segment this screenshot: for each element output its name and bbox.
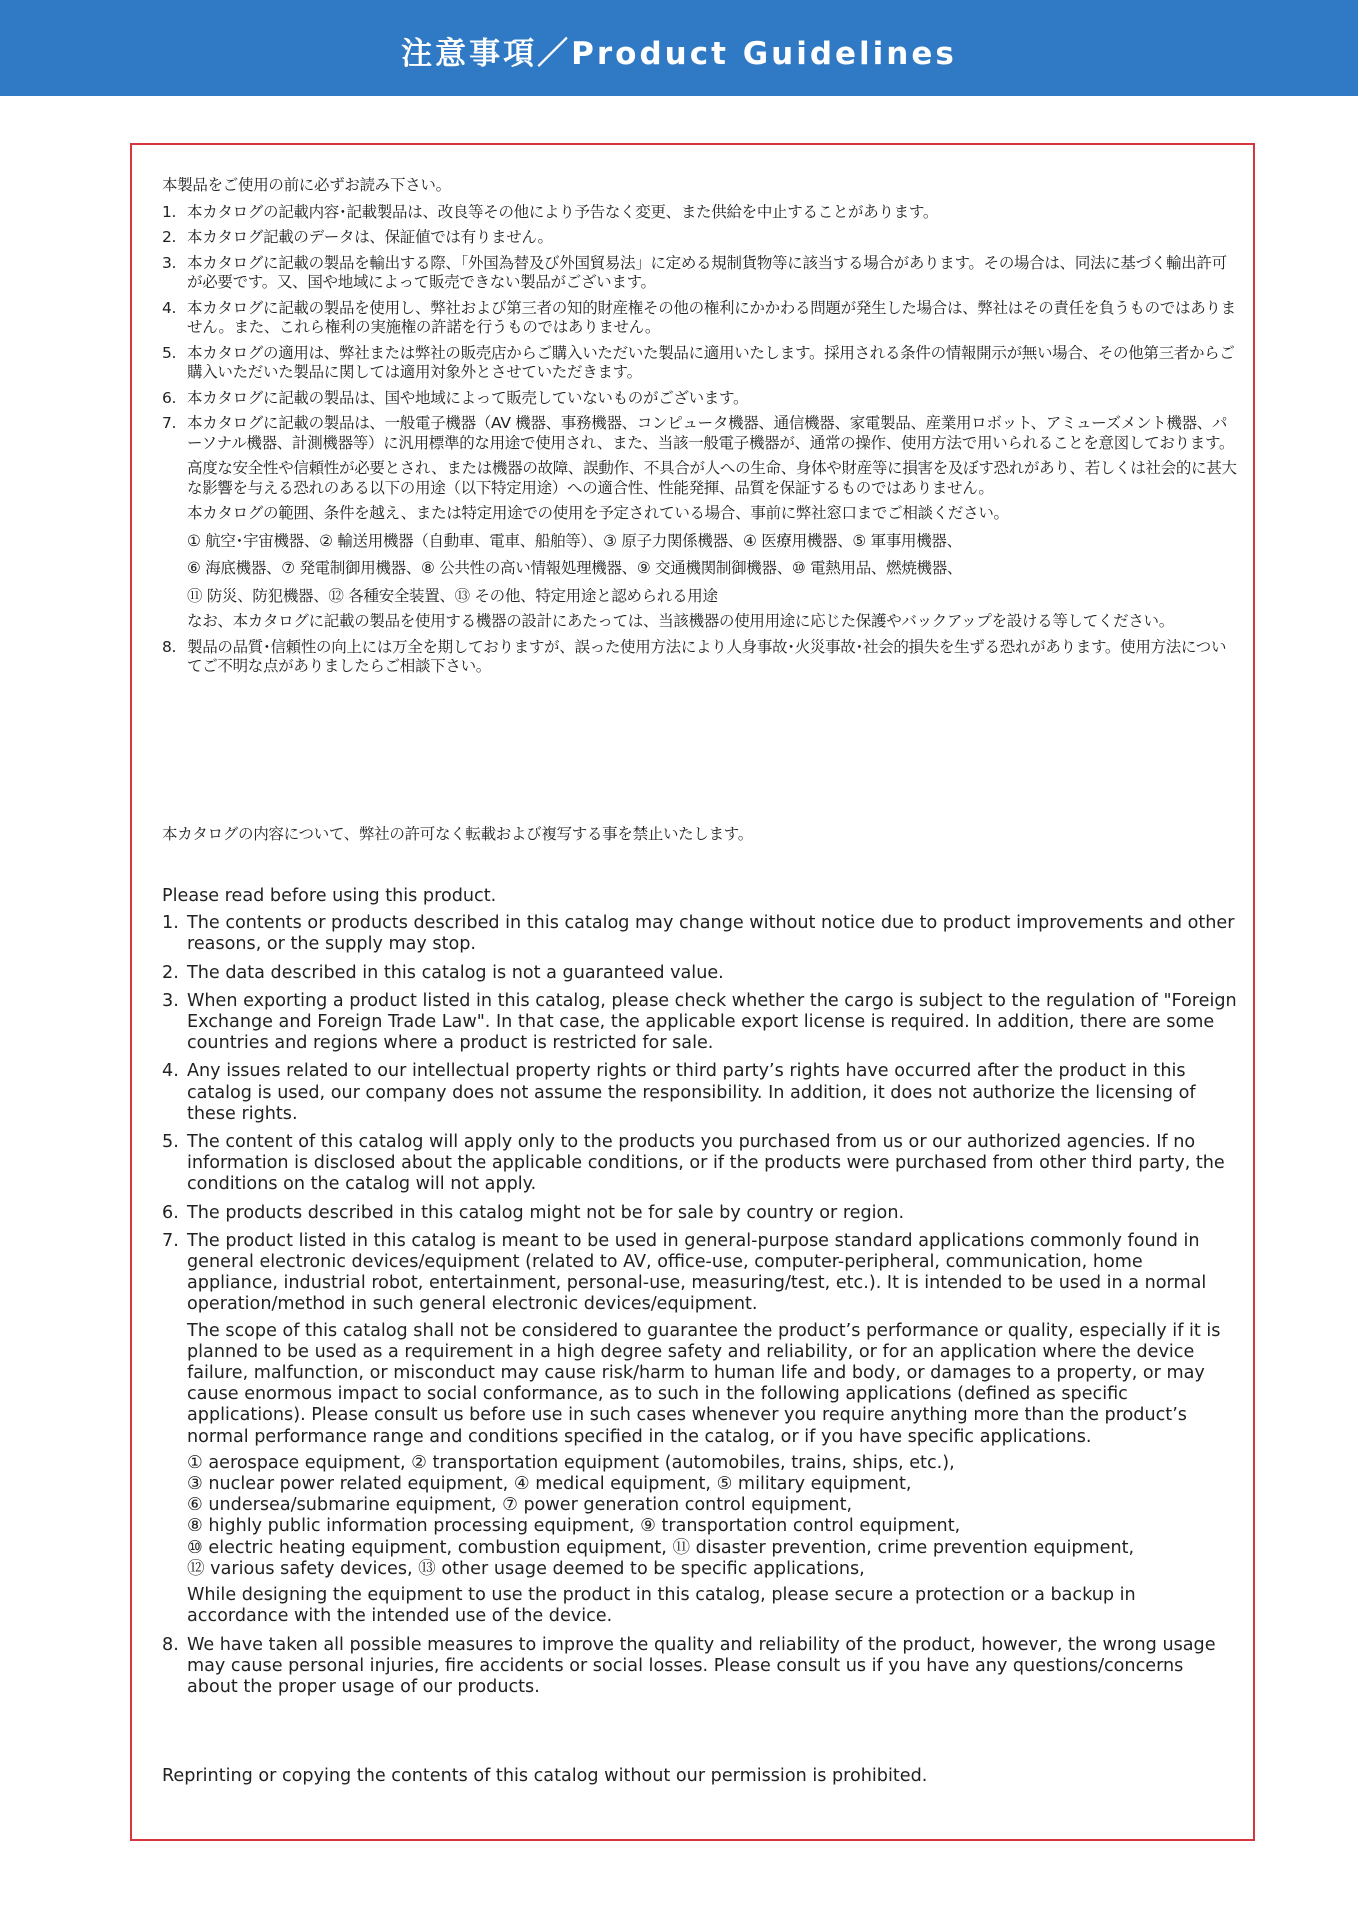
item-text: The contents or products described in this catalog may change without notice due to product improvements and other reasons, or the supply may stop.	[187, 913, 1235, 955]
en-copyright-notice: Reprinting or copying the contents of this catalog without our permission is prohibited.	[162, 1765, 928, 1786]
item-text: 本カタログに記載の製品は、一般電子機器（AV 機器、事務機器、コンピュータ機器、通信機器、家電製品、産業用ロボット、アミューズメント機器、パーソナル機器、計測機器等）に汎用標準的な用途で使用され、また、当該一般電子機器が、通常の操作、使用方法で用いられることを意図しております。	[187, 414, 1235, 452]
en-guideline-item	[162, 1203, 1237, 1224]
jp-item7-paragraph: 高度な安全性や信頼性が必要とされ、または機器の故障、誤動作、不具合が人への生命、身体や財産等に損害を及ぼす恐れがあり、若しくは社会的に甚大な影響を与える恐れのある以下の用途（以下特定用途）への適合性、性能発揮、品質を保証するものではありません。	[187, 459, 1237, 497]
item-number: 8.	[162, 637, 177, 656]
item-text: When exporting a product listed in this catalog, please check whether the cargo is subject to the regulation of "Foreign Exchange and Foreign Trade Law". In that case, the applicable export license is required. In addition, there are some countries and regions where a product is restricted for sale.	[187, 990, 1237, 1054]
item-number: 4.	[162, 298, 177, 317]
item-number: 7.	[162, 1230, 179, 1251]
item-text: 本カタログに記載の製品を輸出する際、「外国為替及び外国貿易法」に定める規制貨物等に該当する場合があります。その場合は、同法に基づく輸出許可が必要です。又、国や地域によって販売できない製品がございます。	[187, 253, 1227, 291]
jp-guideline-item	[162, 228, 1237, 248]
jp-item7-paragraph: なお、本カタログに記載の製品を使用する機器の設計にあたっては、当該機器の使用用途に応じた保護やバックアップを設ける等してください。	[187, 612, 1174, 630]
en-guideline-item	[162, 991, 1237, 1055]
english-guidelines	[162, 886, 1237, 1705]
item-number: 3.	[162, 990, 179, 1011]
en-application-line: ① aerospace equipment, ② transportation equipment (automobiles, trains, ships, etc.),	[187, 1452, 955, 1473]
en-application-line: ③ nuclear power related equipment, ④ medical equipment, ⑤ military equipment,	[187, 1474, 912, 1495]
item-number: 7.	[162, 414, 177, 432]
en-guideline-item	[162, 1132, 1237, 1196]
en-guideline-list	[162, 913, 1237, 1698]
jp-guideline-item	[162, 414, 1237, 632]
en-guideline-item	[162, 913, 1237, 955]
item-text: The product listed in this catalog is meant to be used in general-purpose standard applications commonly found in general electronic devices/equipment (related to AV, office-use, computer-peripheral, communication, home appliance, industrial robot, entertainment, personal-use, measuring/test, etc.). It is intended to be used in a normal operation/method in such general electronic devices/equipment.	[187, 1230, 1207, 1315]
page-title: 注意事項／Product Guidelines	[401, 35, 957, 72]
en-intro: Please read before using this product.	[162, 886, 497, 906]
item-text: 本カタログ記載のデータは、保証値では有りません。	[187, 228, 553, 246]
item-text: We have taken all possible measures to improve the quality and reliability of the product, however, the wrong usage may cause personal injuries, fire accidents or social losses. Please consult us if you have any questions/concerns about the proper usage of our products.	[187, 1634, 1216, 1697]
item-number: 2.	[162, 962, 179, 983]
item-text: Any issues related to our intellectual property rights or third party’s rights have occurred after the product in this catalog is used, our company does not assume the responsibility. In addition, it does not authorize the licensing of these rights.	[187, 1061, 1196, 1124]
item-text: 本カタログに記載の製品は、国や地域によって販売していないものがございます。	[187, 388, 749, 407]
item-number: 5.	[162, 343, 177, 362]
item-number: 1.	[162, 913, 179, 934]
item-number: 2.	[162, 228, 177, 246]
en-guideline-item	[162, 1061, 1237, 1125]
item-text: The data described in this catalog is not a guaranteed value.	[187, 962, 724, 983]
en-application-line: ⑧ highly public information processing equipment, ⑨ transportation control equipment,	[187, 1516, 961, 1537]
item-number: 5.	[162, 1132, 179, 1153]
jp-intro: 本製品をご使用の前に必ずお読み下さい。	[162, 176, 451, 194]
jp-guideline-item	[162, 254, 1237, 293]
item-text: 本カタログの適用は、弊社または弊社の販売店からご購入いただいた製品に適用いたします。採用される条件の情報開示が無い場合、その他第三者からご購入いただいた製品に関しては適用対象外とさせていただきます。	[187, 343, 1235, 381]
en-guideline-item	[162, 1231, 1237, 1628]
jp-application-line: ⑪ 防災、防犯機器、⑫ 各種安全装置、⑬ その他、特定用途と認められる用途	[187, 586, 718, 605]
item-text: 本カタログに記載の製品を使用し、弊社および第三者の知的財産権その他の権利にかかわる問題が発生した場合は、弊社はその責任を負うものではありません。また、これら権利の実施権の許諾を行うものではありません。	[187, 298, 1236, 336]
item-text: The products described in this catalog might not be for sale by country or region.	[187, 1202, 905, 1223]
jp-application-line: ⑥ 海底機器、⑦ 発電制御用機器、⑧ 公共性の高い情報処理機器、⑨ 交通機関制御機器、⑩ 電熱用品、燃焼機器、	[187, 559, 963, 577]
jp-guideline-item	[162, 389, 1237, 409]
item-text: The content of this catalog will apply only to the products you purchased from us or our authorized agencies. If no information is disclosed about the applicable conditions, or if the products were purchased from other third party, the conditions on the catalog will not apply.	[187, 1132, 1225, 1195]
jp-copyright-notice: 本カタログの内容について、弊社の許可なく転載および複写する事を禁止いたします。	[162, 824, 753, 843]
en-item7-paragraph: While designing the equipment to use the product in this catalog, please secure a protection or a backup in accordance with the intended use of the device.	[187, 1585, 1136, 1627]
item-text: 製品の品質･信頼性の向上には万全を期しておりますが、誤った使用方法により人身事故･火災事故･社会的損失を生ずる恐れがあります。使用方法についてご不明な点がありましたらご相談下さい。	[187, 637, 1227, 675]
jp-item7-paragraph: 本カタログの範囲、条件を越え、または特定用途での使用を予定されている場合、事前に弊社窓口までご相談ください。	[187, 504, 1009, 522]
en-application-line: ⑫ various safety devices, ⑬ other usage deemed to be specific applications,	[187, 1558, 865, 1579]
item-text: 本カタログの記載内容･記載製品は、改良等その他により予告なく変更、また供給を中止することがあります。	[187, 202, 939, 221]
jp-guideline-item	[162, 203, 1237, 223]
jp-guideline-item	[162, 299, 1237, 338]
jp-application-line: ① 航空･宇宙機器、② 輸送用機器（自動車、電車、船舶等）、③ 原子力関係機器、④ 医療用機器、⑤ 軍事用機器、	[187, 531, 962, 550]
item-number: 6.	[162, 1202, 179, 1223]
en-application-line: ⑥ undersea/submarine equipment, ⑦ power generation control equipment,	[187, 1495, 853, 1516]
item-number: 8.	[162, 1634, 179, 1655]
item-number: 3.	[162, 253, 177, 272]
en-guideline-item	[162, 1635, 1237, 1699]
jp-guideline-item	[162, 344, 1237, 383]
item-number: 1.	[162, 202, 177, 221]
page-header	[0, 0, 1358, 96]
en-guideline-item	[162, 963, 1237, 984]
item-number: 6.	[162, 388, 177, 407]
en-item7-paragraph: The scope of this catalog shall not be considered to guarantee the product’s performance or quality, especially if it is planned to be used as a requirement in a high degree safety and reliability, or for an application where the device failure, malfunction, or misconduct may cause risk/harm to human life and body, or damages to a property, or may cause enormous impact to social conformance, as to such in the following applications (defined as specific applications). Please consult us before use in such cases whenever you require anything more than the product’s normal performance range and conditions specified in the catalog, or if you have specific applications.	[187, 1320, 1221, 1447]
jp-guideline-item	[162, 638, 1237, 677]
jp-guideline-list	[162, 203, 1237, 677]
item-number: 4.	[162, 1061, 179, 1082]
japanese-guidelines	[162, 176, 1237, 683]
en-application-line: ⑩ electric heating equipment, combustion equipment, ⑪ disaster prevention, crime prevention equipment,	[187, 1537, 1135, 1558]
